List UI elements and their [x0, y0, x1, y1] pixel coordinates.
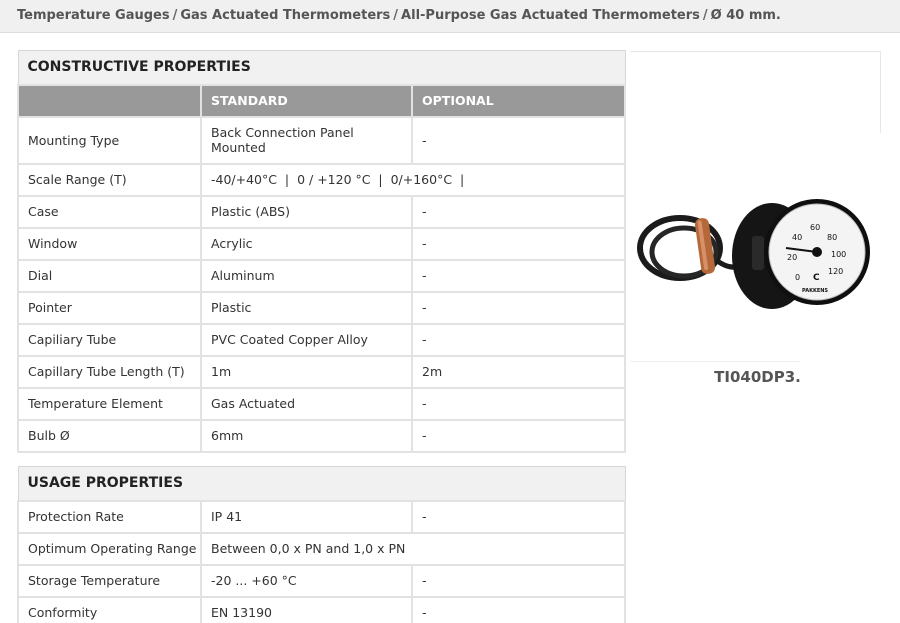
dial-number: 40: [792, 233, 803, 242]
dial-brand: PAKKENS: [802, 288, 829, 294]
constructive-properties-title: CONSTRUCTIVE PROPERTIES: [18, 51, 625, 85]
property-name: Case: [18, 196, 201, 228]
breadcrumb-separator: /: [702, 8, 708, 23]
property-standard: 6mm: [201, 420, 412, 452]
property-standard: -40/+40°C | 0 / +120 °C | 0/+160°C |: [201, 164, 625, 196]
property-name: Storage Temperature: [18, 565, 201, 597]
table-row: [18, 164, 625, 196]
table-row: [18, 501, 625, 533]
property-standard: Between 0,0 x PN and 1,0 x PN: [201, 533, 625, 565]
dial-number: 20: [787, 253, 798, 262]
usage-properties-table: [17, 466, 626, 623]
breadcrumb-item-current: Ø 40 mm.: [710, 8, 781, 23]
property-name: Scale Range (T): [18, 164, 201, 196]
property-standard: EN 13190: [201, 597, 412, 623]
usage-properties-title: USAGE PROPERTIES: [18, 467, 625, 501]
breadcrumb-separator: /: [172, 8, 178, 23]
property-standard: Back Connection Panel Mounted: [201, 117, 412, 164]
product-code: TI040DP3.: [714, 368, 801, 386]
property-optional: -: [412, 260, 625, 292]
breadcrumb-item-gas-actuated-thermometers[interactable]: Gas Actuated Thermometers: [180, 8, 391, 23]
pointer-hub: [812, 247, 822, 257]
property-name: Window: [18, 228, 201, 260]
table-row: [18, 420, 625, 452]
property-standard: Gas Actuated: [201, 388, 412, 420]
table-row: [18, 117, 625, 164]
property-name: Pointer: [18, 292, 201, 324]
table-row: [18, 196, 625, 228]
table-row: [18, 597, 625, 623]
property-optional: -: [412, 324, 625, 356]
breadcrumb-separator: /: [393, 8, 399, 23]
table-row: [18, 388, 625, 420]
property-name: Mounting Type: [18, 117, 201, 164]
property-name: Capiliary Tube: [18, 324, 201, 356]
property-name: Temperature Element: [18, 388, 201, 420]
constructive-properties-table: [17, 50, 626, 453]
dial-number: 0: [795, 273, 801, 282]
property-optional: -: [412, 117, 625, 164]
dial-number: 100: [831, 250, 847, 259]
breadcrumb-item-temperature-gauges[interactable]: Temperature Gauges: [17, 8, 170, 23]
property-optional: -: [412, 196, 625, 228]
property-standard: PVC Coated Copper Alloy: [201, 324, 412, 356]
property-standard: Acrylic: [201, 228, 412, 260]
property-standard: IP 41: [201, 501, 412, 533]
table-row: [18, 356, 625, 388]
property-name: Conformity: [18, 597, 201, 623]
header-standard: STANDARD: [201, 85, 412, 117]
dial-number: 80: [827, 233, 838, 242]
property-name: Dial: [18, 260, 201, 292]
header-optional: OPTIONAL: [412, 85, 625, 117]
property-standard: Plastic: [201, 292, 412, 324]
breadcrumb: [0, 0, 900, 33]
dial-unit: C: [813, 273, 820, 283]
dial-number: 120: [828, 267, 844, 276]
property-optional: -: [412, 420, 625, 452]
property-optional: -: [412, 565, 625, 597]
table-row: [18, 533, 625, 565]
property-standard: Plastic (ABS): [201, 196, 412, 228]
property-name: Bulb Ø: [18, 420, 201, 452]
property-standard: 1m: [201, 356, 412, 388]
property-optional: -: [412, 501, 625, 533]
header-property: [18, 85, 201, 117]
image-divider: [630, 361, 800, 362]
table-row: [18, 260, 625, 292]
property-optional: -: [412, 597, 625, 623]
property-optional: -: [412, 292, 625, 324]
table-row: [18, 292, 625, 324]
property-optional: 2m: [412, 356, 625, 388]
table-row: [18, 565, 625, 597]
property-name: Optimum Operating Range: [18, 533, 201, 565]
dial-number: 60: [810, 223, 821, 232]
table-row: [18, 324, 625, 356]
breadcrumb-item-all-purpose[interactable]: All-Purpose Gas Actuated Thermometers: [401, 8, 700, 23]
property-optional: -: [412, 388, 625, 420]
product-panel: [630, 51, 881, 133]
property-standard: -20 ... +60 °C: [201, 565, 412, 597]
table-row: [18, 228, 625, 260]
property-optional: -: [412, 228, 625, 260]
property-name: Protection Rate: [18, 501, 201, 533]
property-standard: Aluminum: [201, 260, 412, 292]
product-image[interactable]: [632, 190, 878, 326]
mounting-clip: [752, 236, 764, 270]
property-name: Capillary Tube Length (T): [18, 356, 201, 388]
